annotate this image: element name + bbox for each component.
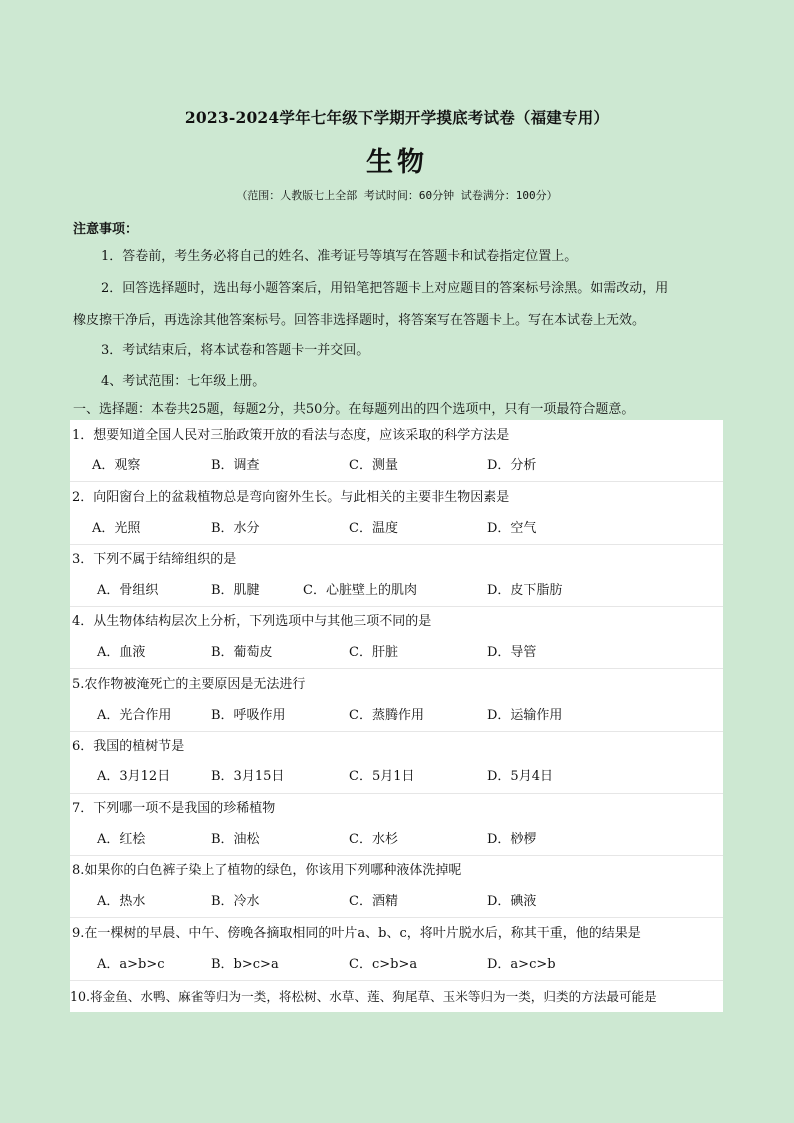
option-d[interactable]: D．空气 (487, 521, 537, 536)
option-c[interactable]: C．蒸腾作用 (349, 708, 424, 723)
question-list (70, 420, 723, 1012)
option-d[interactable]: D．导管 (487, 645, 537, 660)
notice-item-4: 4、考试范围：七年级上册。 (101, 374, 266, 389)
question-10: 10.将金鱼、水鸭、麻雀等归为一类，将松树、水草、莲、狗尾草、玉米等归为一类，归类的方法最可能是 (70, 989, 657, 1004)
option-b[interactable]: B．油松 (211, 832, 260, 847)
question-5-options (70, 705, 723, 727)
option-b[interactable]: B．调查 (211, 458, 260, 473)
option-d[interactable]: D．碘液 (487, 894, 537, 909)
question-6: 6．我国的植树节是 (72, 739, 185, 754)
question-4-options (70, 642, 723, 664)
option-b[interactable]: B．b>c>a (211, 957, 279, 972)
question-9-options (70, 954, 723, 976)
question-8: 8.如果你的白色裤子染上了植物的绿色，你该用下列哪种液体洗掉呢 (72, 863, 462, 878)
option-a[interactable]: A．骨组织 (97, 583, 159, 598)
option-a[interactable]: A．热水 (97, 894, 146, 909)
question-7-options (70, 829, 723, 851)
row-divider (70, 855, 723, 856)
section-heading: 一、选择题：本卷共25题，每题2分，共50分。在每题列出的四个选项中，只有一项最符合题意。 (73, 402, 635, 417)
option-d[interactable]: D．5月4日 (487, 769, 553, 784)
notice-item-2-cont: 橡皮擦干净后，再选涂其他答案标号。回答非选择题时，将答案写在答题卡上。写在本试卷上无效。 (73, 313, 646, 328)
option-c[interactable]: C．测量 (349, 458, 398, 473)
question-1-options (70, 455, 723, 477)
question-4: 4．从生物体结构层次上分析，下列选项中与其他三项不同的是 (72, 614, 432, 629)
option-a[interactable]: A．光照 (92, 521, 141, 536)
question-9: 9.在一棵树的早晨、中午、傍晚各摘取相同的叶片a、b、c，将叶片脱水后，称其干重，他的结果是 (72, 926, 641, 941)
notice-heading: 注意事项： (73, 222, 139, 237)
row-divider (70, 544, 723, 545)
option-d[interactable]: D．皮下脂肪 (487, 583, 563, 598)
option-c[interactable]: C．心脏壁上的肌肉 (303, 583, 417, 598)
question-3-options (70, 580, 723, 602)
notice-item-2: 2．回答选择题时，选出每小题答案后，用铅笔把答题卡上对应题目的答案标号涂黑。如需改动，用 (101, 281, 669, 296)
option-d[interactable]: D．分析 (487, 458, 537, 473)
question-2: 2．向阳窗台上的盆栽植物总是弯向窗外生长。与此相关的主要非生物因素是 (72, 490, 510, 505)
question-6-options (70, 766, 723, 788)
row-divider (70, 731, 723, 732)
exam-title: 2023-2024学年七年级下学期开学摸底考试卷（福建专用） (184, 108, 610, 127)
option-d[interactable]: D．a>c>b (487, 957, 556, 972)
option-a[interactable]: A．血液 (97, 645, 146, 660)
question-8-options (70, 891, 723, 913)
option-b[interactable]: B．3月15日 (211, 769, 285, 784)
row-divider (70, 481, 723, 482)
option-a[interactable]: A．观察 (92, 458, 141, 473)
option-b[interactable]: B．葡萄皮 (211, 645, 273, 660)
option-c[interactable]: C．温度 (349, 521, 398, 536)
option-a[interactable]: A．a>b>c (97, 957, 165, 972)
option-b[interactable]: B．肌腱 (211, 583, 260, 598)
option-b[interactable]: B．水分 (211, 521, 260, 536)
option-a[interactable]: A．光合作用 (97, 708, 172, 723)
row-divider (70, 980, 723, 981)
exam-scope: （范围：人教版七上全部 考试时间：60分钟 试卷满分：100分） (236, 189, 558, 202)
question-2-options (70, 518, 723, 540)
option-b[interactable]: B．冷水 (211, 894, 260, 909)
option-d[interactable]: D．桫椤 (487, 832, 537, 847)
option-b[interactable]: B．呼吸作用 (211, 708, 286, 723)
subject-title: 生物 (366, 147, 428, 178)
notice-item-1: 1．答卷前，考生务必将自己的姓名、准考证号等填写在答题卡和试卷指定位置上。 (101, 249, 578, 264)
option-c[interactable]: C．肝脏 (349, 645, 398, 660)
row-divider (70, 606, 723, 607)
option-d[interactable]: D．运输作用 (487, 708, 563, 723)
notice-item-3: 3．考试结束后，将本试卷和答题卡一并交回。 (101, 343, 370, 358)
option-c[interactable]: C．5月1日 (349, 769, 415, 784)
row-divider (70, 668, 723, 669)
question-5: 5.农作物被淹死亡的主要原因是无法进行 (72, 677, 306, 692)
question-3: 3．下列不属于结缔组织的是 (72, 552, 237, 567)
option-c[interactable]: C．c>b>a (349, 957, 418, 972)
option-a[interactable]: A．3月12日 (97, 769, 171, 784)
row-divider (70, 917, 723, 918)
row-divider (70, 793, 723, 794)
option-c[interactable]: C．酒精 (349, 894, 398, 909)
option-a[interactable]: A．红桧 (97, 832, 146, 847)
question-7: 7．下列哪一项不是我国的珍稀植物 (72, 801, 276, 816)
question-1: 1．想要知道全国人民对三胎政策开放的看法与态度，应该采取的科学方法是 (72, 428, 510, 443)
option-c[interactable]: C．水杉 (349, 832, 398, 847)
